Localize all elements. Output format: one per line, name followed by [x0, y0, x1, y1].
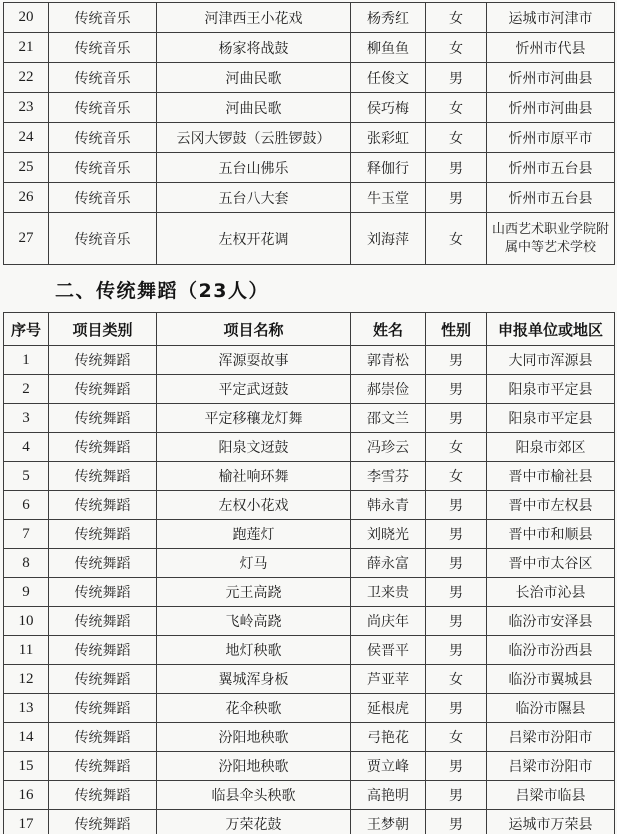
cell-num: 14 — [4, 723, 49, 752]
cell-region: 临汾市汾西县 — [487, 636, 615, 665]
cell-num: 8 — [4, 549, 49, 578]
cell-region: 阳泉市郊区 — [487, 433, 615, 462]
cell-category: 传统舞蹈 — [49, 607, 157, 636]
cell-gender: 女 — [426, 93, 487, 123]
cell-category: 传统舞蹈 — [49, 636, 157, 665]
cell-gender: 男 — [426, 578, 487, 607]
cell-name: 刘晓光 — [351, 520, 426, 549]
cell-region: 晋中市左权县 — [487, 491, 615, 520]
cell-gender: 男 — [426, 520, 487, 549]
cell-num: 25 — [4, 153, 49, 183]
cell-project: 翼城浑身板 — [157, 665, 351, 694]
table-row — [4, 183, 615, 213]
cell-project: 五台山佛乐 — [157, 153, 351, 183]
cell-project: 榆社响环舞 — [157, 462, 351, 491]
table-row — [4, 810, 615, 834]
cell-gender: 男 — [426, 636, 487, 665]
cell-category: 传统舞蹈 — [49, 781, 157, 810]
cell-region: 忻州市河曲县 — [487, 93, 615, 123]
table-row — [4, 781, 615, 810]
cell-name: 张彩虹 — [351, 123, 426, 153]
cell-name: 尚庆年 — [351, 607, 426, 636]
cell-category: 传统舞蹈 — [49, 520, 157, 549]
section-heading-traditional-dance: 二、传统舞蹈（23人） — [55, 280, 269, 302]
cell-name: 郭青松 — [351, 346, 426, 375]
cell-category: 传统音乐 — [49, 183, 157, 213]
cell-category: 传统舞蹈 — [49, 404, 157, 433]
cell-project: 跑莲灯 — [157, 520, 351, 549]
table-row — [4, 520, 615, 549]
cell-gender: 女 — [426, 123, 487, 153]
cell-project: 平定移穰龙灯舞 — [157, 404, 351, 433]
cell-name: 李雪芬 — [351, 462, 426, 491]
table-row — [4, 346, 615, 375]
cell-category: 传统舞蹈 — [49, 375, 157, 404]
cell-project: 万荣花鼓 — [157, 810, 351, 834]
cell-name: 王梦朝 — [351, 810, 426, 834]
cell-num: 26 — [4, 183, 49, 213]
cell-num: 4 — [4, 433, 49, 462]
cell-project: 云冈大锣鼓（云胜锣鼓） — [157, 123, 351, 153]
cell-gender: 女 — [426, 433, 487, 462]
cell-gender: 男 — [426, 781, 487, 810]
cell-num: 16 — [4, 781, 49, 810]
cell-gender: 男 — [426, 549, 487, 578]
cell-project: 灯马 — [157, 549, 351, 578]
cell-gender: 男 — [426, 491, 487, 520]
cell-project: 五台八大套 — [157, 183, 351, 213]
cell-gender: 女 — [426, 665, 487, 694]
cell-name: 侯晋平 — [351, 636, 426, 665]
cell-project: 汾阳地秧歌 — [157, 752, 351, 781]
table-row — [4, 404, 615, 433]
cell-project: 杨家将战鼓 — [157, 33, 351, 63]
traditional-music-table — [3, 2, 615, 265]
cell-gender: 男 — [426, 404, 487, 433]
cell-name: 侯巧梅 — [351, 93, 426, 123]
table-row — [4, 33, 615, 63]
cell-region: 晋中市和顺县 — [487, 520, 615, 549]
cell-name: 郝崇俭 — [351, 375, 426, 404]
column-header: 性别 — [426, 313, 487, 346]
cell-num: 15 — [4, 752, 49, 781]
table-row — [4, 433, 615, 462]
cell-region: 阳泉市平定县 — [487, 375, 615, 404]
cell-num: 2 — [4, 375, 49, 404]
cell-category: 传统音乐 — [49, 123, 157, 153]
cell-project: 飞岭高跷 — [157, 607, 351, 636]
table-row — [4, 665, 615, 694]
cell-num: 5 — [4, 462, 49, 491]
cell-gender: 男 — [426, 153, 487, 183]
cell-category: 传统舞蹈 — [49, 810, 157, 834]
table-row — [4, 752, 615, 781]
cell-project: 平定武迓鼓 — [157, 375, 351, 404]
cell-category: 传统音乐 — [49, 93, 157, 123]
cell-region: 忻州市原平市 — [487, 123, 615, 153]
cell-num: 6 — [4, 491, 49, 520]
cell-gender: 女 — [426, 3, 487, 33]
cell-num: 1 — [4, 346, 49, 375]
cell-num: 11 — [4, 636, 49, 665]
table-row — [4, 491, 615, 520]
cell-category: 传统音乐 — [49, 33, 157, 63]
cell-gender: 男 — [426, 752, 487, 781]
cell-name: 卫来贵 — [351, 578, 426, 607]
cell-project: 临县伞头秧歌 — [157, 781, 351, 810]
cell-num: 9 — [4, 578, 49, 607]
cell-region: 临汾市安泽县 — [487, 607, 615, 636]
cell-region: 忻州市五台县 — [487, 183, 615, 213]
cell-project: 花伞秧歌 — [157, 694, 351, 723]
cell-gender: 女 — [426, 213, 487, 265]
cell-name: 刘海萍 — [351, 213, 426, 265]
cell-gender: 男 — [426, 694, 487, 723]
cell-category: 传统舞蹈 — [49, 462, 157, 491]
cell-gender: 男 — [426, 346, 487, 375]
cell-region: 运城市万荣县 — [487, 810, 615, 834]
cell-gender: 男 — [426, 810, 487, 834]
cell-name: 杨秀红 — [351, 3, 426, 33]
cell-name: 芦亚苹 — [351, 665, 426, 694]
cell-category: 传统音乐 — [49, 63, 157, 93]
cell-name: 弓艳花 — [351, 723, 426, 752]
cell-region: 忻州市河曲县 — [487, 63, 615, 93]
cell-name: 贾立峰 — [351, 752, 426, 781]
cell-name: 释伽行 — [351, 153, 426, 183]
cell-region: 吕梁市汾阳市 — [487, 752, 615, 781]
cell-num: 13 — [4, 694, 49, 723]
cell-gender: 男 — [426, 63, 487, 93]
table-row — [4, 63, 615, 93]
cell-num: 10 — [4, 607, 49, 636]
cell-num: 3 — [4, 404, 49, 433]
cell-category: 传统音乐 — [49, 153, 157, 183]
cell-category: 传统音乐 — [49, 3, 157, 33]
cell-category: 传统舞蹈 — [49, 723, 157, 752]
cell-region: 晋中市榆社县 — [487, 462, 615, 491]
cell-category: 传统舞蹈 — [49, 665, 157, 694]
cell-project: 河曲民歌 — [157, 93, 351, 123]
table-row — [4, 213, 615, 265]
cell-project: 汾阳地秧歌 — [157, 723, 351, 752]
cell-category: 传统舞蹈 — [49, 549, 157, 578]
table-row — [4, 578, 615, 607]
cell-num: 22 — [4, 63, 49, 93]
cell-category: 传统舞蹈 — [49, 433, 157, 462]
cell-gender: 男 — [426, 607, 487, 636]
cell-region: 晋中市太谷区 — [487, 549, 615, 578]
cell-project: 阳泉文迓鼓 — [157, 433, 351, 462]
table-header-row — [4, 313, 615, 346]
table-row — [4, 549, 615, 578]
table-row — [4, 375, 615, 404]
table-row — [4, 607, 615, 636]
cell-gender: 男 — [426, 183, 487, 213]
cell-name: 薛永富 — [351, 549, 426, 578]
cell-gender: 女 — [426, 723, 487, 752]
cell-project: 左权小花戏 — [157, 491, 351, 520]
cell-region: 长治市沁县 — [487, 578, 615, 607]
cell-num: 24 — [4, 123, 49, 153]
cell-region: 山西艺术职业学院附属中等艺术学校 — [487, 213, 615, 265]
cell-name: 韩永青 — [351, 491, 426, 520]
cell-category: 传统舞蹈 — [49, 346, 157, 375]
cell-project: 河曲民歌 — [157, 63, 351, 93]
cell-category: 传统舞蹈 — [49, 578, 157, 607]
cell-num: 27 — [4, 213, 49, 265]
cell-name: 延根虎 — [351, 694, 426, 723]
table-row — [4, 462, 615, 491]
cell-name: 任俊文 — [351, 63, 426, 93]
cell-project: 河津西王小花戏 — [157, 3, 351, 33]
cell-category: 传统音乐 — [49, 213, 157, 265]
cell-project: 元王高跷 — [157, 578, 351, 607]
cell-num: 7 — [4, 520, 49, 549]
cell-region: 阳泉市平定县 — [487, 404, 615, 433]
table-row — [4, 153, 615, 183]
cell-project: 浑源耍故事 — [157, 346, 351, 375]
column-header: 申报单位或地区 — [487, 313, 615, 346]
cell-name: 牛玉堂 — [351, 183, 426, 213]
table-row — [4, 636, 615, 665]
column-header: 序号 — [4, 313, 49, 346]
cell-name: 高艳明 — [351, 781, 426, 810]
cell-project: 地灯秧歌 — [157, 636, 351, 665]
cell-name: 邵文兰 — [351, 404, 426, 433]
table-row — [4, 694, 615, 723]
cell-region: 吕梁市临县 — [487, 781, 615, 810]
cell-region: 运城市河津市 — [487, 3, 615, 33]
cell-category: 传统舞蹈 — [49, 694, 157, 723]
cell-num: 23 — [4, 93, 49, 123]
table-row — [4, 3, 615, 33]
traditional-dance-table — [3, 312, 615, 834]
column-header: 项目名称 — [157, 313, 351, 346]
cell-region: 吕梁市汾阳市 — [487, 723, 615, 752]
column-header: 姓名 — [351, 313, 426, 346]
column-header: 项目类别 — [49, 313, 157, 346]
cell-name: 柳鱼鱼 — [351, 33, 426, 63]
cell-gender: 女 — [426, 33, 487, 63]
cell-category: 传统舞蹈 — [49, 752, 157, 781]
cell-region: 临汾市隰县 — [487, 694, 615, 723]
cell-category: 传统舞蹈 — [49, 491, 157, 520]
cell-region: 忻州市五台县 — [487, 153, 615, 183]
table-row — [4, 93, 615, 123]
cell-region: 忻州市代县 — [487, 33, 615, 63]
table-row — [4, 723, 615, 752]
cell-num: 17 — [4, 810, 49, 834]
cell-gender: 男 — [426, 375, 487, 404]
cell-region: 大同市浑源县 — [487, 346, 615, 375]
cell-project: 左权开花调 — [157, 213, 351, 265]
cell-gender: 女 — [426, 462, 487, 491]
cell-num: 12 — [4, 665, 49, 694]
cell-num: 21 — [4, 33, 49, 63]
cell-num: 20 — [4, 3, 49, 33]
cell-name: 冯珍云 — [351, 433, 426, 462]
cell-region: 临汾市翼城县 — [487, 665, 615, 694]
table-row — [4, 123, 615, 153]
